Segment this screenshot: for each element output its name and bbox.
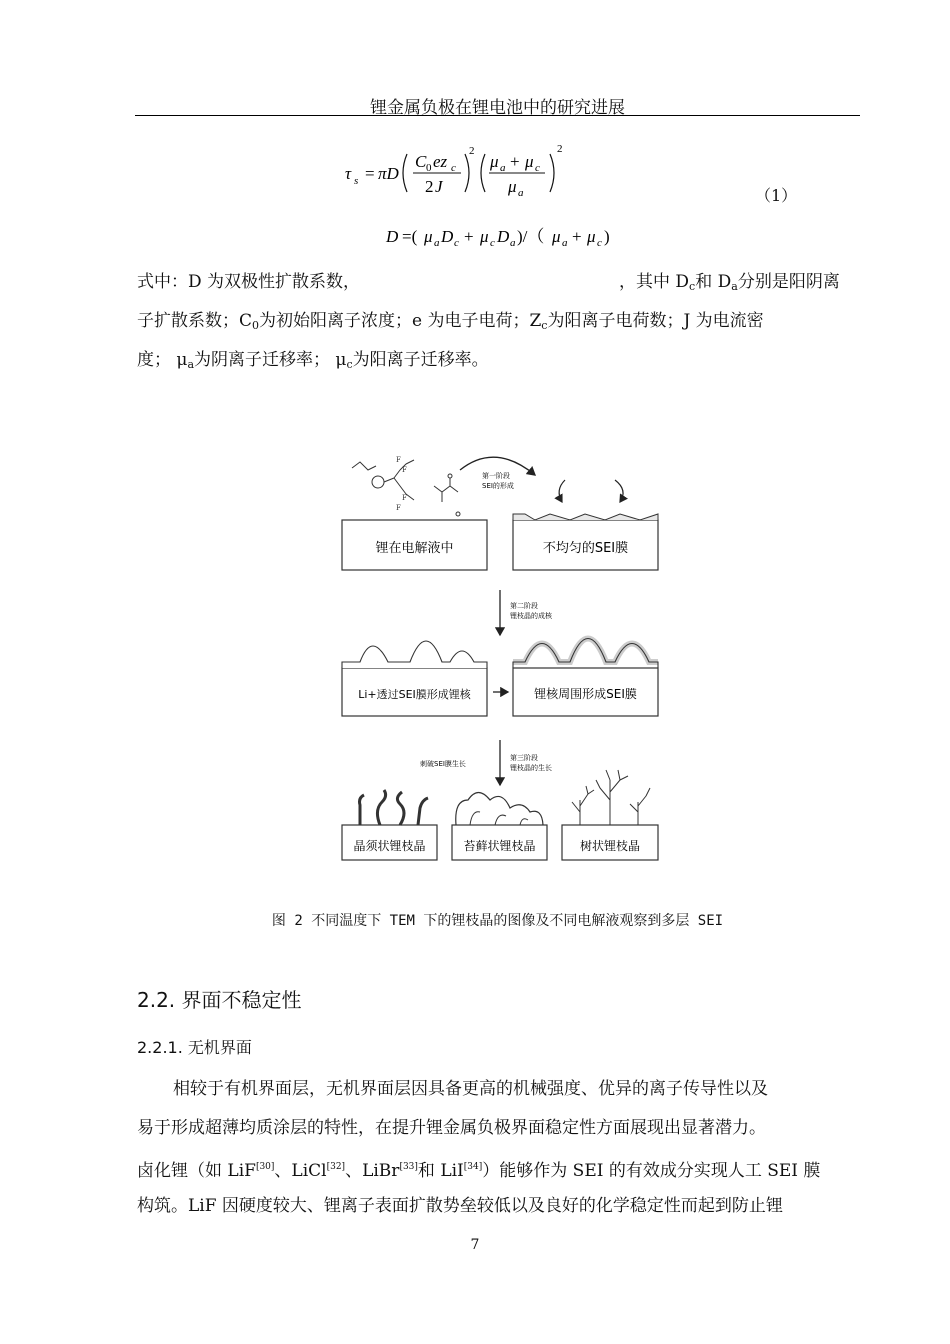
- definitions-text: 为阳离子迁移率。: [352, 350, 489, 370]
- definitions-line-3: [137, 341, 489, 384]
- page-number: 7: [470, 1237, 480, 1253]
- definitions-line-2: [137, 302, 764, 345]
- box2-label: 不均匀的SEI膜: [542, 541, 629, 556]
- svg-text:μ: μ: [424, 227, 433, 246]
- body-text: 、LiCl: [274, 1161, 327, 1181]
- definitions-text: 为初始阳离子浓度；e 为电子电荷；Z: [259, 311, 542, 331]
- body-paragraph: [137, 1070, 859, 1230]
- svg-text:+: +: [464, 227, 474, 246]
- svg-text:C: C: [415, 152, 427, 171]
- stage3-label: 第三阶段: [510, 754, 538, 762]
- svg-text:a: a: [510, 237, 516, 249]
- svg-text:τ: τ: [345, 164, 352, 183]
- box3-label: Li+透过SEI膜形成锂核: [358, 688, 471, 701]
- subscript: a: [187, 358, 195, 371]
- svg-text:a: a: [500, 162, 506, 174]
- definitions-paragraph: [137, 263, 859, 383]
- definitions-text: ，其中 D: [619, 272, 690, 292]
- body-text: 和 LiI: [417, 1161, 464, 1181]
- svg-text:μ: μ: [490, 152, 499, 171]
- svg-text:D: D: [497, 227, 510, 246]
- subscript: a: [731, 280, 738, 293]
- equation-number: （1）: [755, 186, 798, 205]
- body-line-1: 相较于有机界面层，无机界面层因具备更高的机械强度、优异的离子传导性以及: [173, 1079, 768, 1099]
- molecule-icon: [352, 456, 414, 512]
- svg-text:0: 0: [426, 162, 432, 174]
- svg-text:a: a: [434, 237, 440, 249]
- subscript: c: [346, 358, 353, 371]
- subsection-heading: 2.2.1. 无机界面: [137, 1038, 252, 1057]
- svg-text:=(: =(: [402, 227, 418, 246]
- body-text: ）能够作为 SEI 的有效成分实现人工 SEI 膜: [482, 1161, 821, 1181]
- svg-text:μ: μ: [480, 227, 489, 246]
- stage1-label: 第一阶段: [482, 472, 510, 480]
- definitions-text: 式中：D 为双极性扩散系数，: [137, 272, 361, 292]
- box1-label: 锂在电解液中: [375, 541, 454, 556]
- svg-text:F: F: [402, 466, 407, 474]
- box6-label: 苔藓状锂枝晶: [463, 839, 536, 853]
- svg-text:c: c: [454, 237, 459, 249]
- svg-text:F: F: [396, 456, 401, 464]
- equation-d: [380, 222, 620, 250]
- body-text: 卤化锂（如 LiF: [137, 1161, 256, 1181]
- dendrite-growth-figure: [330, 440, 670, 880]
- box5-label: 晶须状锂枝晶: [353, 839, 426, 853]
- svg-text:c: c: [490, 237, 495, 249]
- solvent-molecule-icon: [434, 474, 460, 516]
- svg-text:μ: μ: [587, 227, 596, 246]
- svg-text:=: =: [365, 164, 375, 183]
- citation-ref[interactable]: [33]: [399, 1162, 418, 1172]
- svg-text:2: 2: [469, 145, 475, 157]
- definitions-text: 和 D: [695, 272, 732, 292]
- svg-text:c: c: [597, 237, 602, 249]
- stage2-sub: 锂枝晶的成核: [510, 612, 552, 620]
- svg-text:c: c: [535, 162, 540, 174]
- definitions-text: 度； μ: [137, 350, 188, 370]
- svg-text:D: D: [386, 227, 399, 246]
- svg-text:): ): [604, 227, 610, 246]
- svg-text:ez: ez: [433, 152, 448, 171]
- svg-text:2: 2: [557, 143, 563, 155]
- stage3-sub: 锂枝晶的生长: [510, 764, 552, 772]
- citation-ref[interactable]: [34]: [463, 1162, 483, 1172]
- body-text: 、LiBr: [345, 1161, 400, 1181]
- definitions-text: 为阴离子迁移率； μ: [194, 350, 347, 370]
- svg-text:2: 2: [425, 177, 434, 196]
- running-header: 锂金属负极在锂电池中的研究进展: [370, 98, 625, 118]
- svg-text:)/（: )/（: [517, 227, 545, 246]
- svg-text:μ: μ: [552, 227, 561, 246]
- figure-caption: 图 2 不同温度下 TEM 下的锂枝晶的图像及不同电解液观察到多层 SEI: [271, 913, 724, 929]
- svg-text:a: a: [562, 237, 568, 249]
- body-line-3: [137, 1148, 820, 1191]
- section-heading: 2.2. 界面不稳定性: [137, 988, 302, 1012]
- subscript: c: [689, 280, 696, 293]
- equation-tau: [345, 140, 585, 206]
- svg-text:μ: μ: [508, 177, 517, 196]
- citation-ref[interactable]: [30]: [255, 1162, 275, 1172]
- definitions-text: 为阳离子电荷数；J 为电流密: [547, 311, 764, 331]
- svg-text:F: F: [402, 494, 407, 502]
- subscript: c: [541, 319, 548, 332]
- definitions-text: 分别是阳阴离: [737, 272, 840, 292]
- definitions-line-1: [137, 263, 859, 302]
- break-sei-label: 刺破SEI膜生长: [420, 760, 466, 768]
- svg-text:J: J: [435, 177, 443, 196]
- stage1-sub: SEI的形成: [482, 482, 514, 490]
- svg-text:s: s: [354, 175, 359, 187]
- body-line-4: 构筑。LiF 因硬度较大、锂离子表面扩散势垒较低以及良好的化学稳定性而起到防止锂: [137, 1196, 783, 1216]
- svg-text:a: a: [518, 187, 524, 199]
- definitions-text: 子扩散系数；C: [137, 311, 253, 331]
- svg-text:c: c: [451, 162, 456, 174]
- box7-label: 树状锂枝晶: [579, 839, 641, 853]
- svg-text:+: +: [510, 152, 520, 171]
- svg-text:πD: πD: [378, 164, 399, 183]
- svg-text:D: D: [441, 227, 454, 246]
- stage2-label: 第二阶段: [510, 602, 538, 610]
- body-line-2: 易于形成超薄均质涂层的特性，在提升锂金属负极界面稳定性方面展现出显著潜力。: [137, 1118, 766, 1138]
- box4-label: 锂核周围形成SEI膜: [534, 687, 637, 701]
- svg-text:+: +: [572, 227, 582, 246]
- svg-text:F: F: [396, 504, 401, 512]
- header-rule: [135, 115, 860, 116]
- subscript: 0: [252, 319, 260, 332]
- svg-text:μ: μ: [525, 152, 534, 171]
- citation-ref[interactable]: [32]: [326, 1162, 346, 1172]
